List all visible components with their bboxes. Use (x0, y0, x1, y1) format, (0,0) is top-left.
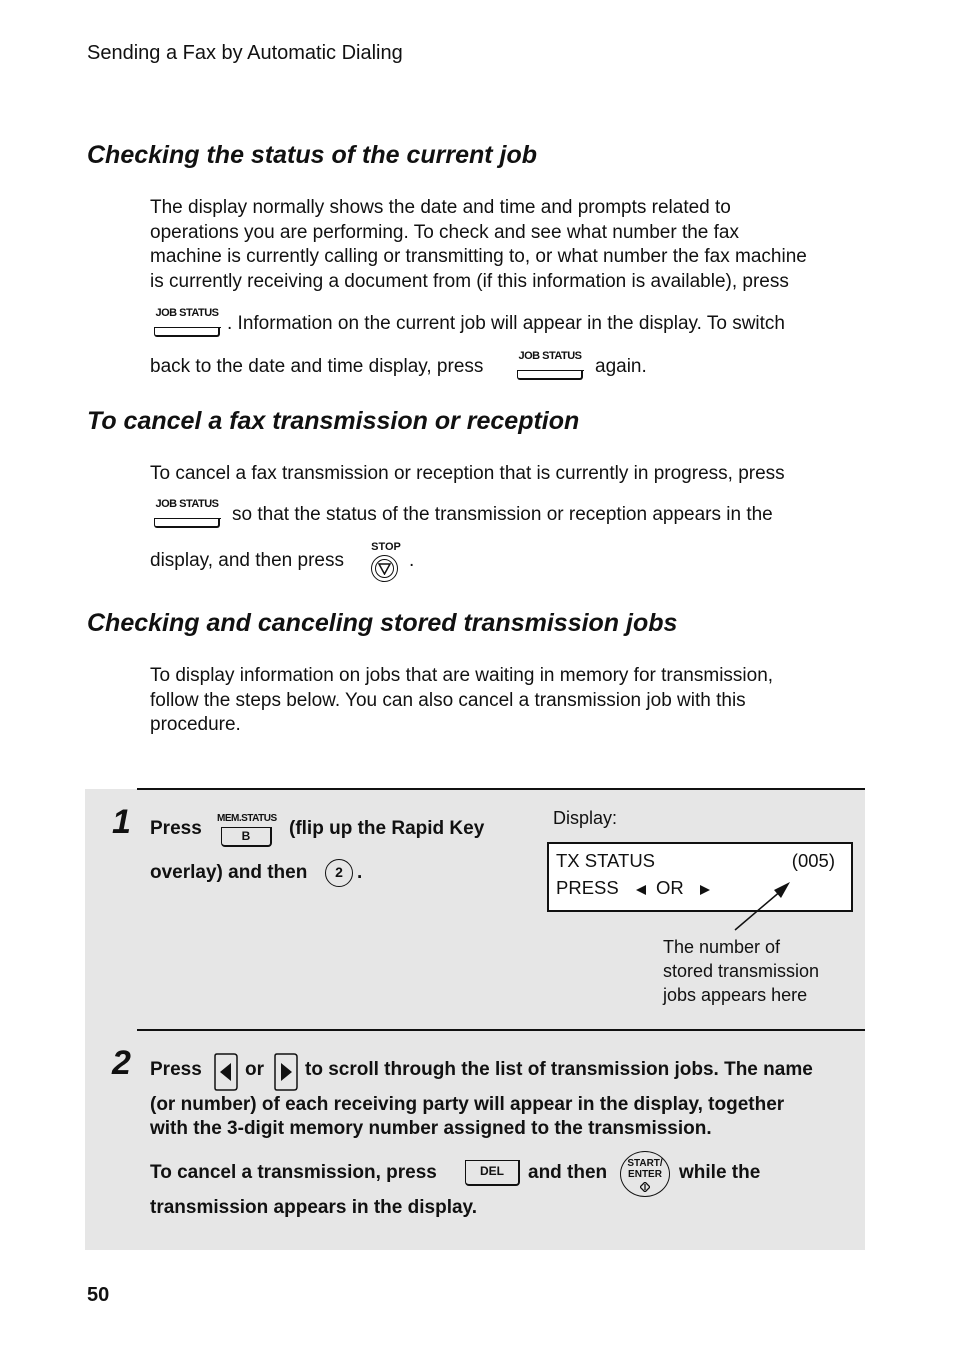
display-row2-or: OR (656, 877, 684, 898)
enter-label: ENTER (628, 1169, 662, 1180)
section-2-line-3b: . (409, 550, 415, 571)
step-1-number: 1 (112, 803, 131, 841)
display-row1-right: (005) (791, 850, 835, 871)
step-1-text-a: (flip up the Rapid Key (289, 818, 485, 839)
section-2-line-2: so that the status of the transmission or reception appears in the (232, 504, 773, 525)
step-2-number: 2 (112, 1044, 131, 1082)
right-key-icon (272, 1052, 300, 1092)
caption-line: stored transmission (663, 961, 820, 981)
display-row1-left: TX STATUS (556, 850, 656, 871)
paragraph-line: is currently receiving a document from (if this information is available), press (150, 270, 789, 292)
step-2-press: Press (150, 1059, 202, 1080)
section-1-line-6a: back to the date and time display, press (150, 356, 484, 377)
step-1-press: Press (150, 818, 202, 839)
caption-line: The number of (663, 937, 781, 957)
section-heading-stored-jobs: Checking and canceling stored transmission jobs (87, 609, 678, 637)
job-status-key: JOB STATUS (515, 350, 585, 380)
section-heading-current-job: Checking the status of the current job (87, 141, 538, 169)
start-enter-key (620, 1151, 670, 1197)
right-arrow-icon (699, 884, 711, 896)
display-caption (663, 935, 843, 1007)
job-status-key: JOB STATUS (152, 498, 222, 528)
page-number: 50 (87, 1284, 110, 1306)
step-divider (137, 788, 865, 790)
left-key-icon (212, 1052, 240, 1092)
running-head: Sending a Fax by Automatic Dialing (87, 42, 403, 64)
del-key: DEL (465, 1160, 520, 1186)
paragraph-line: machine is currently calling or transmitting to, or what number the fax machine (150, 246, 807, 267)
stop-key: STOP (368, 541, 404, 581)
caption-line: jobs appears here (663, 985, 808, 1005)
step-2-cancel-a: To cancel a transmission, press (150, 1162, 437, 1183)
step-2-line1-rest: to scroll through the list of transmission jobs. The name (305, 1059, 813, 1080)
section-3-paragraph (150, 664, 850, 738)
step-1-text-b: overlay) and then (150, 862, 308, 883)
lcd-display (547, 842, 853, 912)
job-status-key: JOB STATUS (152, 307, 222, 337)
step-2-cancel-b: and then (528, 1162, 608, 1183)
paragraph-line: To display information on jobs that are waiting in memory for transmission, (150, 665, 774, 686)
step-divider (137, 1029, 865, 1031)
step-2-line2: (or number) of each receiving party will appear in the display, together (150, 1094, 785, 1115)
step-2-or: or (245, 1059, 264, 1080)
start-diamond-icon (640, 1182, 650, 1192)
section-2-line-1: To cancel a fax transmission or reception that is currently in progress, press (150, 463, 785, 484)
step-2-cancel-c: while the (679, 1162, 761, 1183)
display-label: Display: (553, 808, 618, 828)
display-row2-press: PRESS (556, 877, 619, 898)
stop-icon (378, 562, 391, 575)
paragraph-line: procedure. (150, 714, 241, 735)
start-label: START/ (627, 1158, 663, 1169)
step-1-text-c: . (357, 862, 363, 883)
section-heading-cancel-fax: To cancel a fax transmission or reception (87, 407, 580, 435)
section-1-paragraph (150, 196, 850, 294)
step-2-cancel-d: transmission appears in the display. (150, 1197, 477, 1218)
mem-status-b-label: B (221, 827, 272, 847)
paragraph-line: follow the steps below. You can also cancel a transmission job with this (150, 689, 746, 711)
paragraph-line: operations you are performing. To check and see what number the fax (150, 221, 739, 243)
section-1-line-6b: again. (595, 356, 647, 377)
step-2-line3: with the 3-digit memory number assigned to the transmission. (150, 1118, 712, 1139)
mem-status-key: MEM.STATUS B (217, 813, 275, 849)
section-2-line-3a: display, and then press (150, 550, 344, 571)
left-arrow-icon (635, 884, 647, 896)
paragraph-line: The display normally shows the date and time and prompts related to (150, 197, 731, 218)
section-1-line-5: . Information on the current job will appear in the display. To switch (227, 313, 785, 334)
digit-2-key: 2 (325, 859, 353, 887)
callout-arrow (730, 878, 795, 933)
